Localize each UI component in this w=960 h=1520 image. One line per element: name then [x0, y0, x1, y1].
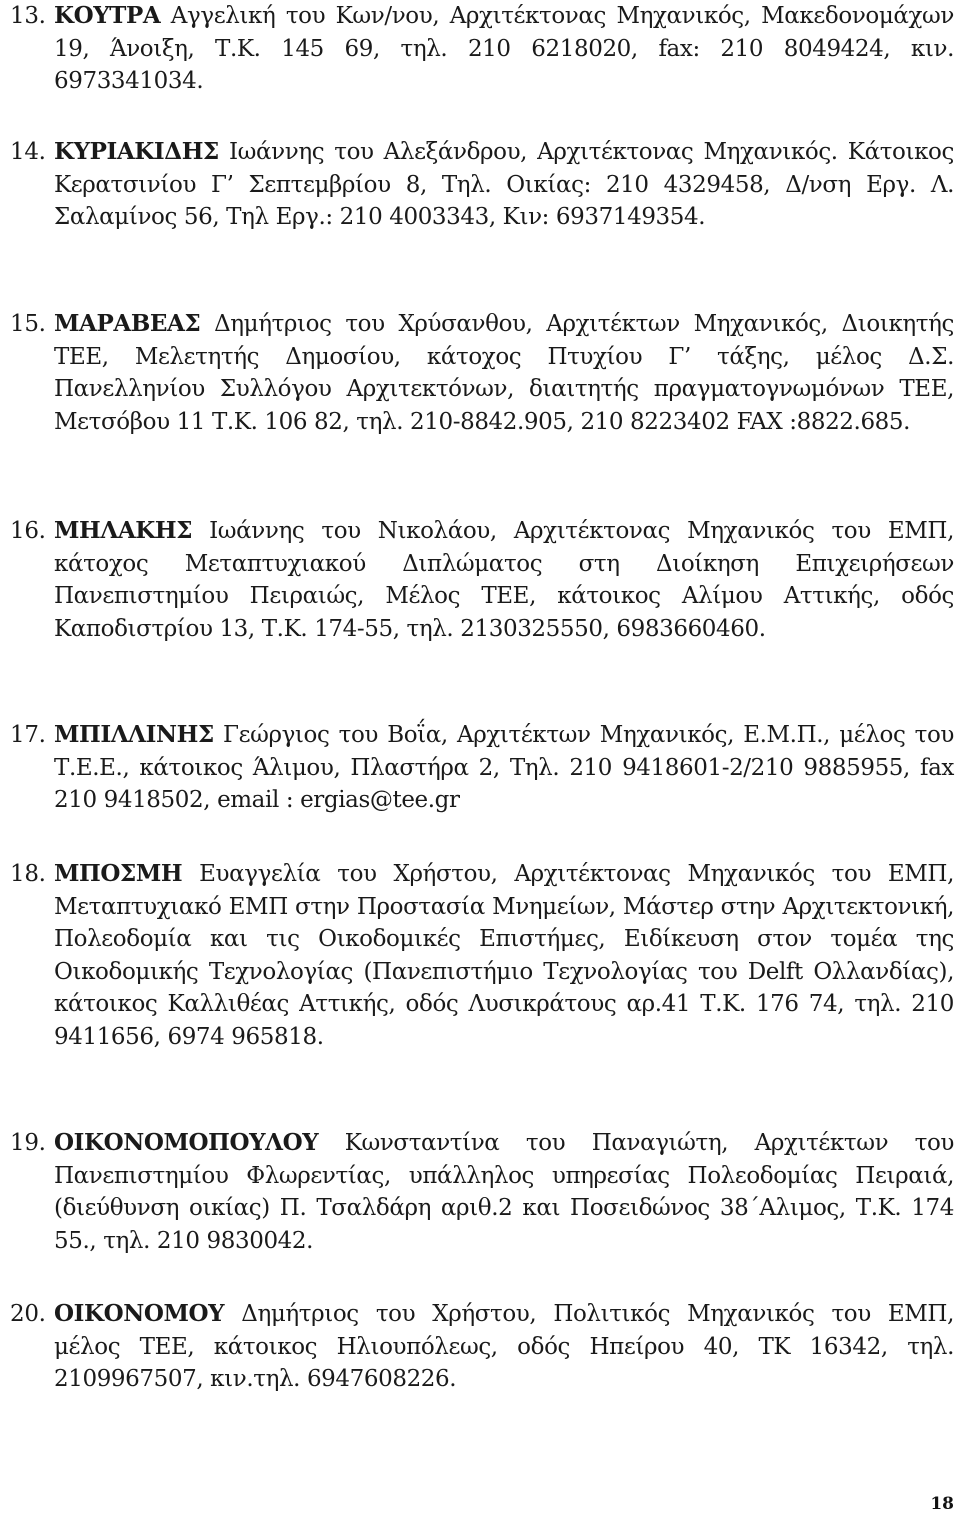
- entry-details: Αγγελική του Κων/νου, Αρχιτέκτονας Μηχανικός, Μακεδονομάχων 19, Άνοιξη, Τ.Κ. 145 69, τηλ. 210 6218020, fax: 210 8049424, κιν. 6973341034.: [54, 3, 954, 94]
- list-item-17: [10, 719, 954, 817]
- entry-text: [54, 1127, 954, 1257]
- list-item-20: [10, 1298, 954, 1396]
- entry-surname: ΜΠΟΣΜΗ: [54, 860, 183, 887]
- entry-number: 18.: [10, 861, 46, 887]
- entry-surname: ΜΠΙΛΛΙΝΗΣ: [54, 721, 214, 748]
- entry-surname: ΟΙΚΟΝΟΜΟΠΟΥΛΟΥ: [54, 1129, 319, 1156]
- entry-number: 16.: [10, 518, 46, 544]
- entry-text: [54, 719, 954, 817]
- entry-details: Δημήτριος του Χρήστου, Πολιτικός Μηχανικός του ΕΜΠ, μέλος ΤΕΕ, κάτοικος Ηλιουπόλεως, οδός Ηπείρου 40, ΤΚ 16342, τηλ. 2109967507, κιν.τηλ. 6947608226.: [54, 1301, 954, 1392]
- entry-surname: ΚΟΥΤΡΑ: [54, 2, 161, 29]
- list-item-18: [10, 858, 954, 1053]
- entry-surname: ΟΙΚΟΝΟΜΟΥ: [54, 1300, 225, 1327]
- entry-surname: ΚΥΡΙΑΚΙΔΗΣ: [54, 138, 219, 165]
- entry-number: 19.: [10, 1130, 46, 1156]
- entry-text: [54, 0, 954, 98]
- entry-details: Δημήτριος του Χρύσανθου, Αρχιτέκτων Μηχανικός, Διοικητής ΤΕΕ, Μελετητής Δημοσίου, κάτοχος Πτυχίου Γ’ τάξης, μέλος Δ.Σ. Πανελληνίου Συλλόγου Αρχιτεκτόνων, διαιτητής πραγματογνωμόνων ΤΕΕ, Μετσόβου 11 Τ.Κ. 106 82, τηλ. 210-8842.905, 210 8223402 FAX :8822.685.: [54, 311, 954, 435]
- entry-details: Ιωάννης του Νικολάου, Αρχιτέκτονας Μηχανικός του ΕΜΠ, κάτοχος Μεταπτυχιακού Διπλώματος στη Διοίκηση Επιχειρήσεων Πανεπιστημίου Πειραιώς, Μέλος ΤΕΕ, κάτοικος Αλίμου Αττικής, οδός Καποδιστρίου 13, Τ.Κ. 174-55, τηλ. 2130325550, 6983660460.: [54, 518, 954, 642]
- entry-surname: ΜΗΛΑΚΗΣ: [54, 517, 193, 544]
- entry-details: Γεώργιος του Βοΐα, Αρχιτέκτων Μηχανικός, Ε.Μ.Π., μέλος του Τ.Ε.Ε., κάτοικος Άλιμου, Πλαστήρα 2, Τηλ. 210 9418601-2/210 9885955, fax 210 9418502, email : ergias@tee.gr: [54, 722, 954, 813]
- list-item-19: [10, 1127, 954, 1257]
- entry-text: [54, 858, 954, 1053]
- entry-number: 15.: [10, 311, 46, 337]
- list-item-14: [10, 136, 954, 234]
- entry-surname: ΜΑΡΑΒΕΑΣ: [54, 310, 201, 337]
- list-item-16: [10, 515, 954, 645]
- entry-details: Ευαγγελία του Χρήστου, Αρχιτέκτονας Μηχανικός του ΕΜΠ, Μεταπτυχιακό ΕΜΠ στην Προστασία Μνημείων, Μάστερ στην Αρχιτεκτονική, Πολεοδομία και τις Οικοδομικές Επιστήμες, Ειδίκευση στον τομέα της Οικοδομικής Τεχνολογίας (Πανεπιστήμιο Τεχνολογίας του Delft Ολλανδίας), κάτοικος Καλλιθέας Αττικής, οδός Λυσικράτους αρ.41 Τ.Κ. 176 74, τηλ. 210 9411656, 6974 965818.: [54, 861, 954, 1050]
- entry-text: [54, 136, 954, 234]
- list-item-13: [10, 0, 954, 98]
- entry-text: [54, 1298, 954, 1396]
- entry-text: [54, 515, 954, 645]
- entry-number: 14.: [10, 139, 46, 165]
- entry-details: Κωνσταντίνα του Παναγιώτη, Αρχιτέκτων του Πανεπιστημίου Φλωρεντίας, υπάλληλος υπηρεσίας Πολεοδομίας Πειραιά, (διεύθυνση οικίας) Π. Τσαλδάρη αριθ.2 και Ποσειδώνος 38΄Αλιμος, Τ.Κ. 174 55., τηλ. 210 9830042.: [54, 1130, 954, 1254]
- entry-number: 17.: [10, 722, 46, 748]
- entry-number: 13.: [10, 3, 46, 29]
- entry-details: Ιωάννης του Αλεξάνδρου, Αρχιτέκτονας Μηχανικός. Κάτοικος Κερατσινίου Γ’ Σεπτεμβρίου 8, Τηλ. Οικίας: 210 4329458, Δ/νση Εργ. Λ. Σαλαμίνος 56, Τηλ Εργ.: 210 4003343, Κιν: 6937149354.: [54, 139, 954, 230]
- entry-text: [54, 308, 954, 438]
- list-item-15: [10, 308, 954, 438]
- page-number: 18: [930, 1494, 954, 1514]
- entry-number: 20.: [10, 1301, 46, 1327]
